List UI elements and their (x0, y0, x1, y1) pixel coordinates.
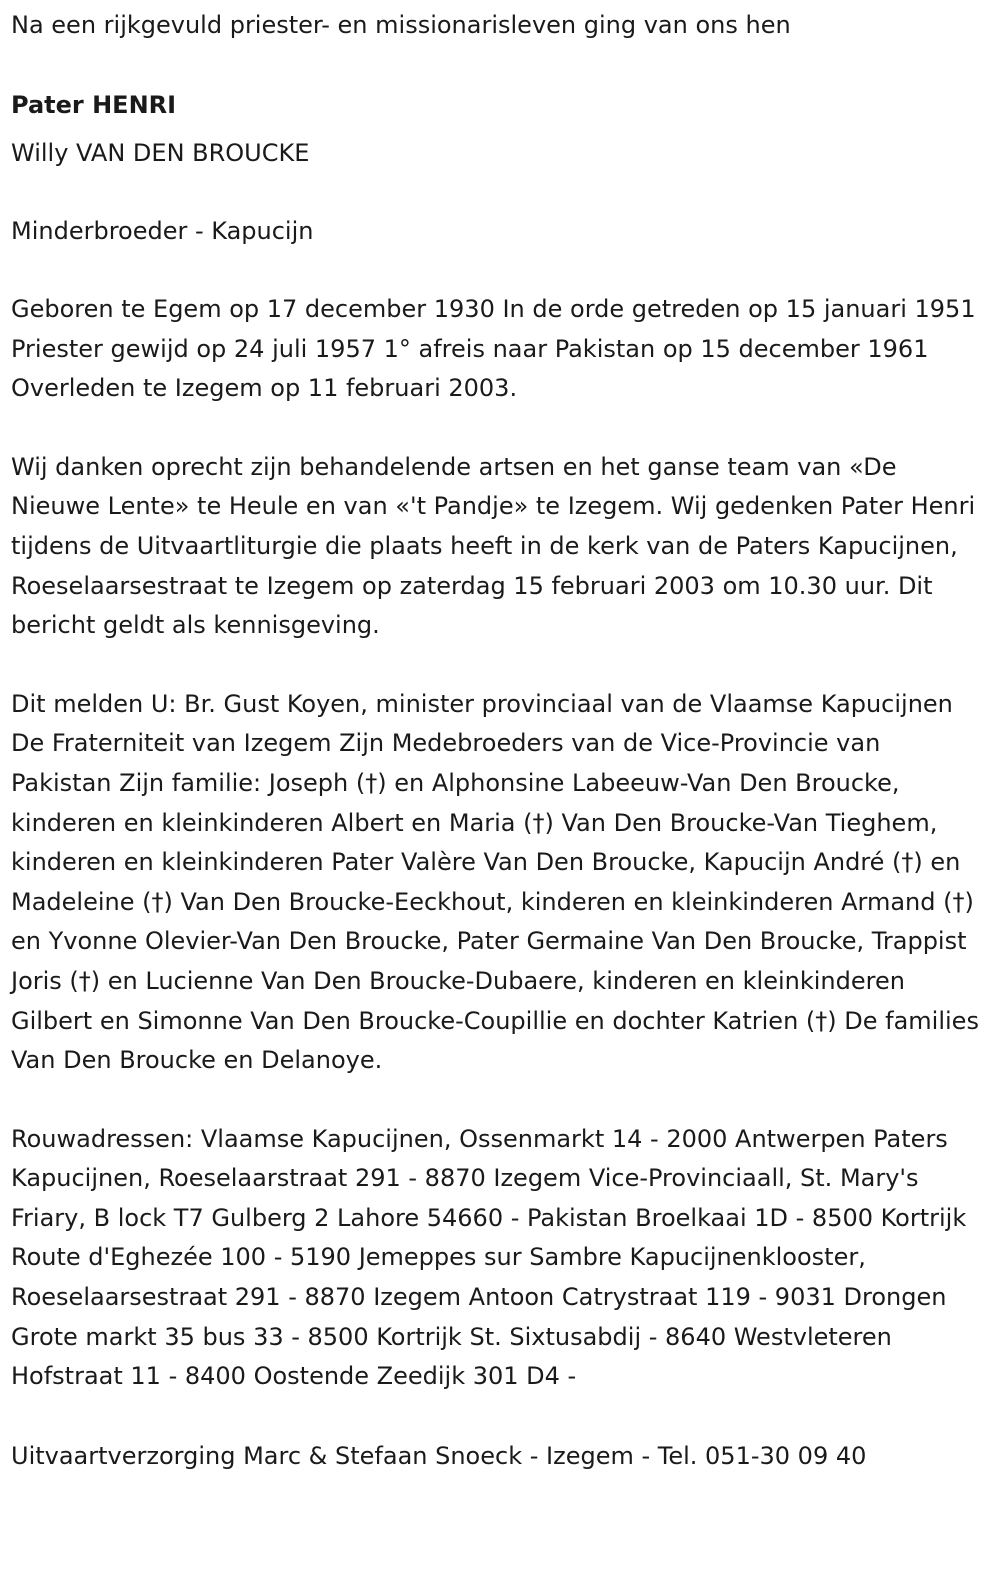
announced-by-paragraph: Dit melden U: Br. Gust Koyen, minister provinciaal van de Vlaamse Kapucijnen De Fraterniteit van Izegem Zijn Medebroeders van de Vice-Provincie van Pakistan Zijn familie: Joseph (†) en Alphonsine Labeeuw-Van Den Broucke, kinderen en kleinkinderen Albert en Maria (†) Van Den Broucke-Van Tieghem, kinderen en kleinkinderen Pater Valère Van Den Broucke, Kapucijn André (†) en Madeleine (†) Van Den Broucke-Eeckhout, kinderen en kleinkinderen Armand (†) en Yvonne Olevier-Van Den Broucke, Pater Germaine Van Den Broucke, Trappist Joris (†) en Lucienne Van Den Broucke-Dubaere, kinderen en kleinkinderen Gilbert en Simonne Van Den Broucke-Coupillie en dochter Katrien (†) De families Van Den Broucke en Delanoye. (11, 689, 979, 1075)
intro-line: Na een rijkgevuld priester- en missionarisleven ging van ons hen (11, 11, 791, 39)
obituary-notice (11, 5, 986, 1476)
deceased-civil-name: Willy VAN DEN BROUCKE (11, 139, 310, 167)
thanks-paragraph: Wij danken oprecht zijn behandelende artsen en het ganse team van «De Nieuwe Lente» te Heule en van «'t Pandje» te Izegem. Wij gedenken Pater Henri tijdens de Uitvaartliturgie die plaats heeft in de kerk van de Paters Kapucijnen, Roeselaarsestraat te Izegem op zaterdag 15 februari 2003 om 10.30 uur. Dit bericht geldt als kennisgeving. (11, 452, 976, 640)
religious-order: Minderbroeder - Kapucijn (11, 217, 314, 245)
deceased-name: Pater HENRI (11, 91, 177, 119)
addresses-paragraph: Rouwadressen: Vlaamse Kapucijnen, Ossenmarkt 14 - 2000 Antwerpen Paters Kapucijnen, Roeselaarstraat 291 - 8870 Izegem Vice-Provinciaall, St. Mary's Friary, B lock T7 Gulberg 2 Lahore 54660 - Pakistan Broelkaai 1D - 8500 Kortrijk Route d'Eghezée 100 - 5190 Jemeppes sur Sambre Kapucijnenklooster, Roeselaarsestraat 291 - 8870 Izegem Antoon Catrystraat 119 - 9031 Drongen Grote markt 35 bus 33 - 8500 Kortrijk St. Sixtusabdij - 8640 Westvleteren Hofstraat 11 - 8400 Oostende Zeedijk 301 D4 - (11, 1124, 967, 1391)
funeral-services-line: Uitvaartverzorging Marc & Stefaan Snoeck - Izegem - Tel. 051-30 09 40 (11, 1441, 867, 1470)
life-dates-paragraph: Geboren te Egem op 17 december 1930 In de orde getreden op 15 januari 1951 Priester gewijd op 24 juli 1957 1° afreis naar Pakistan op 15 december 1961 Overleden te Izegem op 11 februari 2003. (11, 295, 976, 403)
